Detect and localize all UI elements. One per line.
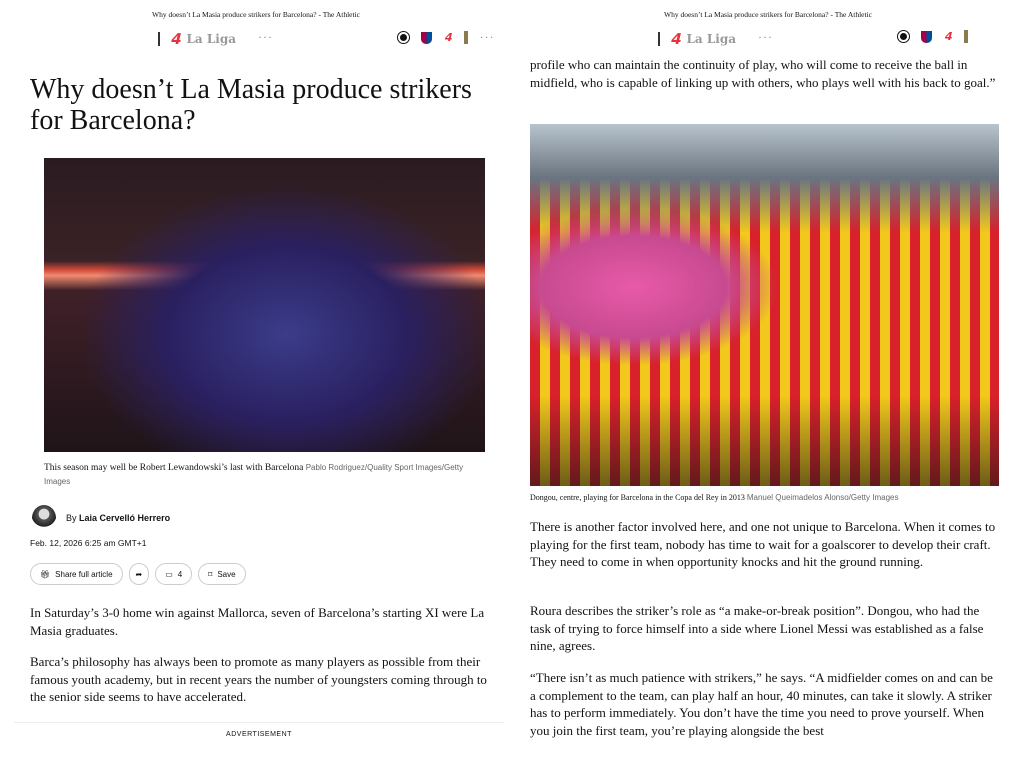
photo-credit: Manuel Queimadelos Alonso/Getty Images <box>746 493 899 502</box>
league-link[interactable]: La Liga <box>186 32 236 46</box>
byline-prefix: By <box>66 513 77 523</box>
more-menu-button[interactable]: ··· <box>758 30 773 44</box>
paragraph: Roura describes the striker’s role as “a make-or-break position”. Dongou, who had the task of trying to force himself into a side where Lionel Messi was established as a false nine, agrees. <box>530 603 984 653</box>
tab-title: Why doesn’t La Masia produce strikers for Barcelona? - The Athletic <box>664 10 872 19</box>
laliga-logo-icon: 𝟰 <box>170 31 181 48</box>
gift-icon: 🎁︎ <box>40 569 51 579</box>
right-page <box>512 0 1024 757</box>
laliga-icon[interactable]: 𝟰 <box>444 32 452 44</box>
image-caption <box>44 461 474 489</box>
share-label: Share full article <box>55 569 113 579</box>
divider <box>658 32 660 46</box>
league-nav[interactable] <box>158 30 236 48</box>
team-icons <box>398 30 495 45</box>
more-icons-button[interactable]: ··· <box>479 30 495 44</box>
save-button[interactable] <box>198 563 245 585</box>
advertisement-label: ADVERTISEMENT <box>14 722 504 738</box>
trophy-icon[interactable] <box>964 30 968 43</box>
lewandowski-yamal-photo <box>44 158 485 452</box>
author-avatar <box>32 505 56 531</box>
headline: Why doesn’t La Masia produce strikers for Barcelona? <box>30 74 472 136</box>
publish-date: Feb. 12, 2026 6:25 am GMT+1 <box>30 538 147 548</box>
share-full-article-button[interactable] <box>30 563 123 585</box>
comment-icon: ▭ <box>165 569 173 579</box>
trophy-icon[interactable] <box>464 31 468 44</box>
share-arrow-icon: ➦ <box>135 569 143 579</box>
image-caption <box>530 493 1010 502</box>
caption-text: This season may well be Robert Lewandowski’s last with Barcelona <box>44 463 304 473</box>
comments-button[interactable] <box>155 563 192 585</box>
paragraph: “There isn’t as much patience with strikers,” he says. “A midfielder comes on and can be a complement to the team, can play half an hour, 40 minutes, can take it slowly. A striker has to perform immediately. You don’t have the time you need to prove yourself. When you join the first team, you’re playing alongside the best <box>530 670 993 738</box>
save-label: Save <box>217 569 236 579</box>
tab-title: Why doesn’t La Masia produce strikers for Barcelona? - The Athletic <box>152 10 360 19</box>
team-icons <box>898 30 968 43</box>
article-actions <box>30 563 246 585</box>
paragraph: In Saturday’s 3-0 home win against Mallorca, seven of Barcelona’s starting XI were La Masia graduates. <box>30 605 485 638</box>
paragraph: There is another factor involved here, and one not unique to Barcelona. When it comes to playing for the first team, nobody has time to wait for a goalscorer to develop their craft. They need to come in when opportunity knocks and hit the ground running. <box>530 519 996 569</box>
soccer-ball-icon[interactable] <box>898 31 909 42</box>
barcelona-crest-icon[interactable] <box>921 31 932 43</box>
share-button[interactable] <box>129 563 150 585</box>
league-link[interactable]: La Liga <box>686 32 736 46</box>
soccer-ball-icon[interactable] <box>398 32 409 43</box>
paragraph: profile who can maintain the continuity of play, who will come to receive the ball in midfield, who is capable of linking up with others, who plays well with his back to goal.” <box>530 57 996 90</box>
byline <box>32 505 170 531</box>
paragraph: Barca’s philosophy has always been to promote as many players as possible from their famous youth academy, but in recent years the number of youngsters coming through to the senior side seems to have accelerated. <box>30 654 487 704</box>
barcelona-crest-icon[interactable] <box>421 32 432 44</box>
more-menu-button[interactable]: ··· <box>258 30 273 44</box>
author-link[interactable]: Laia Cervelló Herrero <box>79 513 171 523</box>
photo-credit: Pablo Rodriguez/Quality Sport Images/Getty Images <box>44 463 464 486</box>
laliga-icon[interactable]: 𝟰 <box>944 31 952 43</box>
bookmark-icon: ⌑ <box>208 569 213 579</box>
comment-count: 4 <box>177 569 183 579</box>
caption-text: Dongou, centre, playing for Barcelona in the Copa del Rey in 2013 <box>530 493 745 502</box>
divider <box>158 32 160 46</box>
laliga-logo-icon: 𝟰 <box>670 31 681 48</box>
dongou-celebration-photo <box>530 124 999 486</box>
league-nav[interactable] <box>658 30 736 48</box>
